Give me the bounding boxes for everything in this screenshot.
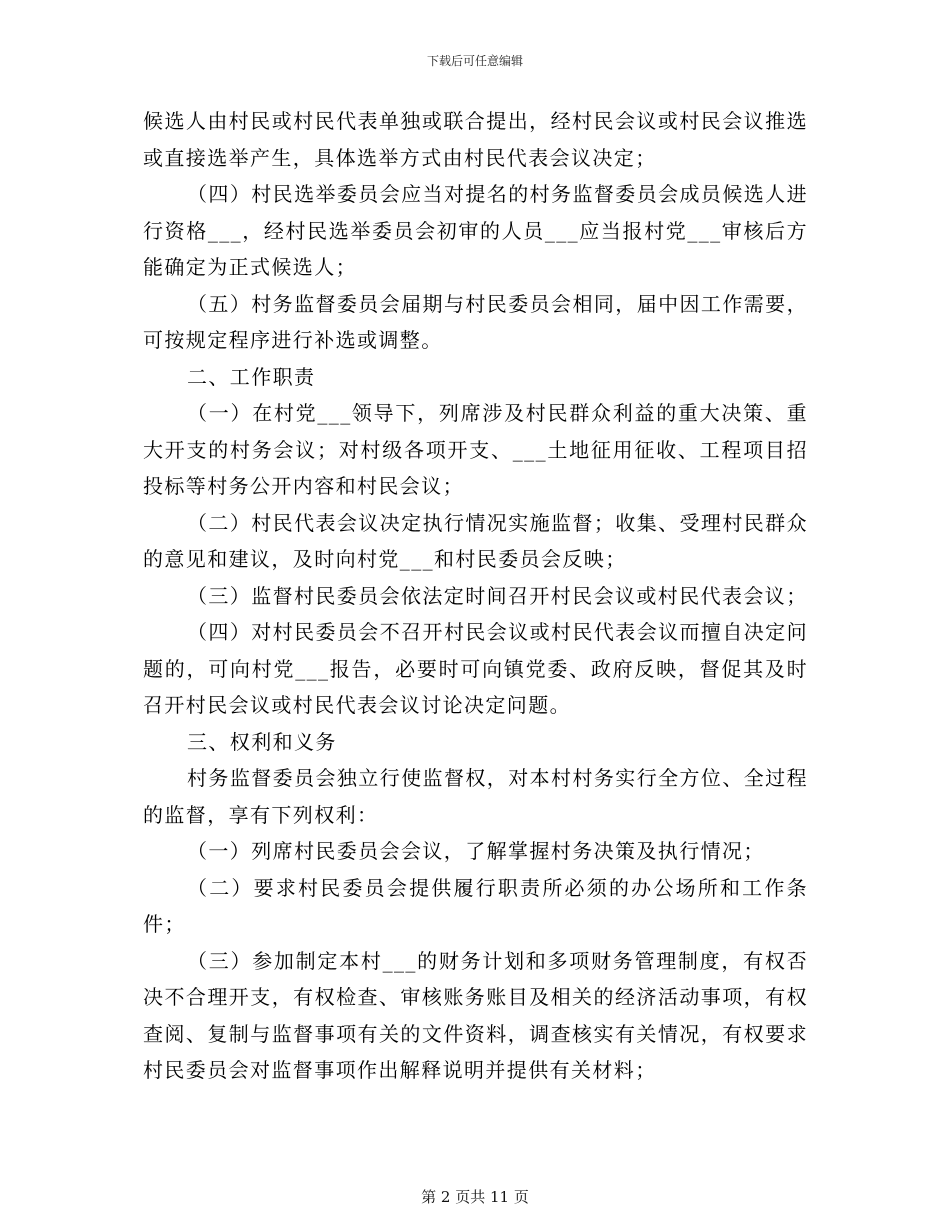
paragraph-term-of-office: （五）村务监督委员会届期与村民委员会相同，届中因工作需要，可按规定程序进行补选或调整。: [143, 291, 808, 352]
paragraph-duty-2: （二）村民代表会议决定执行情况实施监督；收集、受理村民群众的意见和建议，及时向村党___和村民委员会反映；: [143, 510, 808, 571]
paragraph-rights-intro: 村务监督委员会独立行使监督权，对本村村务实行全方位、全过程的监督，享有下列权利：: [143, 766, 808, 827]
paragraph-right-3: （三）参加制定本村___的财务计划和多项财务管理制度，有权否决不合理开支，有权检查、审核账务账目及相关的经济活动事项，有权查阅、复制与监督事项有关的文件资料，调查核实有关情况，有权要求村民委员会对监督事项作出解释说明并提供有关材料；: [143, 948, 808, 1082]
paragraph-right-1: （一）列席村民委员会会议，了解掌握村务决策及执行情况；: [187, 839, 765, 863]
page-header: 下载后可任意编辑: [426, 54, 523, 68]
section-heading-rights: 三、权利和义务: [187, 729, 337, 754]
paragraph-duty-3: （三）监督村民委员会依法定时间召开村民会议或村民代表会议；: [187, 583, 808, 608]
document-body: [143, 103, 808, 1089]
page-number: 第 2 页共 11 页: [421, 1188, 529, 1206]
paragraph-qualification-review: （四）村民选举委员会应当对提名的村务监督委员会成员候选人进行资格___，经村民选举委员会初审的人员___应当报村党___审核后方能确定为正式候选人；: [143, 182, 808, 279]
paragraph-duty-4: （四）对村民委员会不召开村民会议或村民代表会议而擅自决定问题的，可向村党___报告，必要时可向镇党委、政府反映，督促其及时召开村民会议或村民代表会议讨论决定问题。: [143, 620, 808, 717]
paragraph-candidate-nomination: 候选人由村民或村民代表单独或联合提出，经村民会议或村民会议推选或直接选举产生，具体选举方式由村民代表会议决定；: [143, 109, 808, 170]
paragraph-duty-1: （一）在村党___领导下，列席涉及村民群众利益的重大决策、重大开支的村务会议；对村级各项开支、___土地征用征收、工程项目招投标等村务公开内容和村民会议；: [143, 401, 808, 498]
section-heading-duties: 二、工作职责: [187, 364, 316, 389]
paragraph-right-2: （二）要求村民委员会提供履行职责所必须的办公场所和工作条件；: [143, 875, 808, 936]
